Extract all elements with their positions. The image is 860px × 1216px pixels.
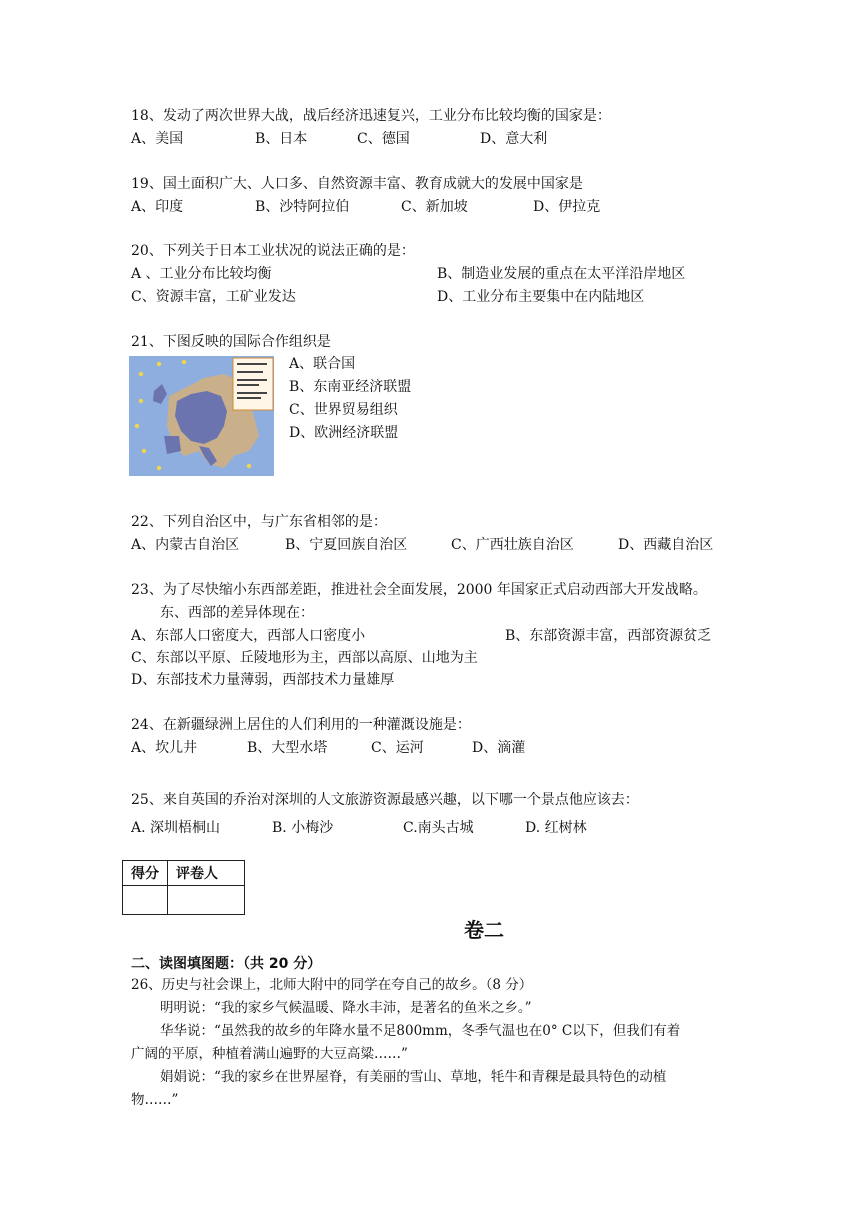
q23-option-d: D、东部技术力量薄弱，西部技术力量雄厚	[131, 672, 395, 688]
eu-map-image	[129, 356, 274, 476]
q24-option-a: A、坎儿井	[131, 740, 198, 756]
q19-option-d: D、伊拉克	[533, 199, 601, 215]
q22-stem: 22、下列自治区中，与广东省相邻的是：	[131, 514, 387, 530]
section2-heading: 二、读图填图题：（共 20 分）	[131, 956, 322, 972]
q26-line1: 明明说：“我的家乡气候温暖、降水丰沛，是著名的鱼米之乡。”	[160, 1000, 532, 1016]
q26-stem: 26、历史与社会课上，北师大附中的同学在夸自己的故乡。（8 分）	[131, 977, 533, 993]
q20-stem: 20、下列关于日本工业状况的说法正确的是：	[131, 243, 415, 259]
q25-option-d: D. 红树林	[525, 820, 587, 836]
q22-option-d: D、西藏自治区	[618, 537, 714, 553]
q26-line3: 广阔的平原，种植着满山遍野的大豆高粱……”	[131, 1046, 408, 1062]
q19-stem: 19、国土面积广大、人口多、自然资源丰富、教育成就大的发展中国家是	[131, 176, 583, 192]
q21-option-d: D、欧洲经济联盟	[289, 425, 399, 441]
q21-stem: 21、下图反映的国际合作组织是	[131, 334, 331, 350]
q25-option-c: C.南头古城	[403, 820, 474, 836]
q18-option-b: B、日本	[255, 131, 308, 147]
q19-option-c: C、新加坡	[401, 199, 468, 215]
q22-option-c: C、广西壮族自治区	[451, 537, 574, 553]
q26-line2: 华华说：“虽然我的故乡的年降水量不足800mm，冬季气温也在0° C以下，但我们有着	[160, 1023, 681, 1039]
q25-option-a: A. 深圳梧桐山	[131, 820, 221, 836]
q21-option-c: C、世界贸易组织	[289, 402, 398, 418]
q26-line4: 娟娟说：“我的家乡在世界屋脊，有美丽的雪山、草地，牦牛和青稞是最具特色的动植	[160, 1069, 667, 1085]
q22-option-a: A、内蒙古自治区	[131, 537, 240, 553]
q25-option-b: B. 小梅沙	[272, 820, 334, 836]
q18-option-a: A、美国	[131, 131, 184, 147]
q23-option-a: A、东部人口密度大，西部人口密度小	[131, 628, 366, 644]
q22-option-b: B、宁夏回族自治区	[285, 537, 408, 553]
part2-title: 卷二	[464, 918, 504, 942]
q18-stem: 18、发动了两次世界大战，战后经济迅速复兴，工业分布比较均衡的国家是：	[131, 108, 611, 124]
q23-stem-line2: 东、西部的差异体现在：	[160, 605, 314, 621]
q21-option-a: A、联合国	[289, 356, 356, 372]
q23-option-c: C、东部以平原、丘陵地形为主，西部以高原、山地为主	[131, 650, 478, 666]
q20-option-d: D、工业分布主要集中在内陆地区	[437, 289, 645, 305]
q19-option-b: B、沙特阿拉伯	[255, 199, 350, 215]
q24-option-d: D、滴灌	[472, 740, 526, 756]
score-table	[122, 860, 245, 915]
q20-option-b: B、制造业发展的重点在太平洋沿岸地区	[437, 266, 686, 282]
q20-option-a: A 、工业分布比较均衡	[131, 266, 272, 282]
grader-cell	[168, 886, 245, 915]
score-cell	[123, 886, 168, 915]
q20-option-c: C、资源丰富，工矿业发达	[131, 289, 296, 305]
q23-stem-line1: 23、为了尽快缩小东西部差距，推进社会全面发展，2000 年国家正式启动西部大开发战略。	[131, 582, 707, 598]
q24-option-c: C、运河	[371, 740, 424, 756]
q24-stem: 24、在新疆绿洲上居住的人们利用的一种灌溉设施是：	[131, 717, 471, 733]
q23-option-b: B、东部资源丰富，西部资源贫乏	[505, 628, 712, 644]
q21-option-b: B、东南亚经济联盟	[289, 379, 412, 395]
score-header: 得分	[123, 861, 168, 886]
q24-option-b: B、大型水塔	[247, 740, 328, 756]
q18-option-d: D、意大利	[480, 131, 548, 147]
q18-option-c: C、德国	[357, 131, 410, 147]
q19-option-a: A、印度	[131, 199, 184, 215]
q25-stem: 25、来自英国的乔治对深圳的人文旅游资源最感兴趣，以下哪一个景点他应该去：	[131, 792, 639, 808]
grader-header: 评卷人	[168, 861, 245, 886]
q26-line5: 物……”	[131, 1092, 179, 1108]
